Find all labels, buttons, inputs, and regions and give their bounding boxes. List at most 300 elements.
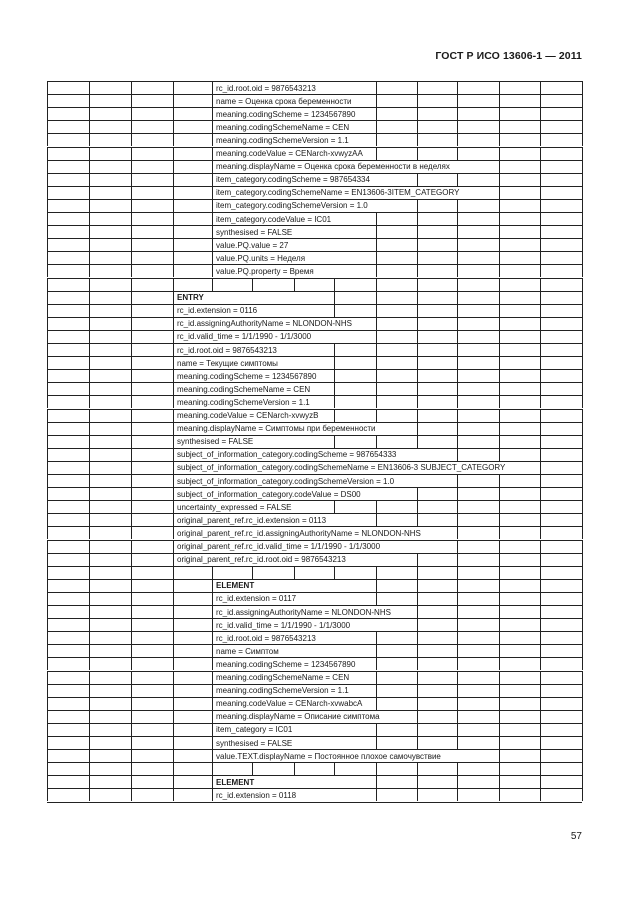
cell-border — [417, 487, 418, 500]
cell-border — [499, 199, 500, 212]
cell-border — [376, 369, 377, 382]
row-line — [47, 225, 582, 226]
cell-border — [173, 238, 174, 251]
cell-border — [540, 330, 541, 343]
cell-border — [89, 592, 90, 605]
cell-border — [47, 553, 48, 566]
cell-border — [499, 657, 500, 670]
cell-border — [47, 474, 48, 487]
cell-border — [47, 160, 48, 173]
attribute-cell: rc_id.valid_time = 1/1/1990 - 1/1/3000 — [216, 620, 351, 630]
cell-border — [417, 330, 418, 343]
cell-border — [457, 579, 458, 592]
cell-border — [582, 81, 583, 94]
document-header: ГОСТ Р ИСО 13606-1 — 2011 — [435, 50, 582, 62]
cell-border — [173, 264, 174, 277]
cell-border — [582, 513, 583, 526]
cell-border — [173, 474, 174, 487]
cell-border — [376, 631, 377, 644]
section-label: ENTRY — [177, 293, 204, 303]
attribute-cell: item_category.codingScheme = 987654334 — [216, 175, 370, 185]
cell-border — [582, 474, 583, 487]
cell-border — [417, 212, 418, 225]
cell-border — [89, 422, 90, 435]
cell-border — [47, 94, 48, 107]
cell-border — [376, 671, 377, 684]
cell-border — [457, 147, 458, 160]
cell-border — [47, 710, 48, 723]
cell-border — [252, 278, 253, 291]
cell-border — [540, 251, 541, 264]
cell-border — [47, 644, 48, 657]
cell-border — [540, 199, 541, 212]
cell-border — [417, 133, 418, 146]
row-line — [47, 644, 582, 645]
attribute-cell: subject_of_information_category.codeValue = DS00 — [177, 489, 361, 499]
cell-border — [89, 147, 90, 160]
attribute-cell: meaning.codingSchemeName = CEN — [216, 673, 350, 682]
cell-border — [417, 723, 418, 736]
cell-border — [131, 173, 132, 186]
cell-border — [457, 671, 458, 684]
cell-border — [540, 723, 541, 736]
cell-border — [47, 251, 48, 264]
cell-border — [376, 500, 377, 513]
cell-border — [540, 382, 541, 395]
cell-border — [212, 671, 213, 684]
cell-border — [131, 356, 132, 369]
cell-border — [582, 435, 583, 448]
cell-border — [582, 618, 583, 631]
attribute-cell: meaning.codingScheme = 1234567890 — [216, 659, 356, 669]
cell-border — [540, 631, 541, 644]
cell-border — [131, 94, 132, 107]
cell-border — [131, 448, 132, 461]
cell-border — [499, 697, 500, 710]
attribute-cell: meaning.codingSchemeVersion = 1.1 — [177, 397, 310, 407]
cell-border — [417, 618, 418, 631]
cell-border — [499, 526, 500, 539]
cell-border — [212, 657, 213, 670]
cell-border — [457, 618, 458, 631]
cell-border — [47, 225, 48, 238]
cell-border — [499, 513, 500, 526]
cell-border — [131, 657, 132, 670]
row-line — [47, 343, 582, 344]
cell-border — [173, 618, 174, 631]
cell-border — [131, 553, 132, 566]
cell-border — [417, 251, 418, 264]
cell-border — [173, 212, 174, 225]
cell-border — [131, 317, 132, 330]
cell-border — [131, 762, 132, 775]
cell-border — [499, 435, 500, 448]
cell-border — [417, 710, 418, 723]
cell-border — [582, 264, 583, 277]
cell-border — [457, 212, 458, 225]
cell-border — [417, 684, 418, 697]
cell-border — [212, 775, 213, 788]
cell-border — [131, 671, 132, 684]
cell-border — [47, 448, 48, 461]
cell-border — [376, 762, 377, 775]
row-line — [47, 435, 582, 436]
cell-border — [173, 710, 174, 723]
cell-border — [582, 186, 583, 199]
cell-border — [457, 474, 458, 487]
cell-border — [334, 356, 335, 369]
cell-border — [89, 251, 90, 264]
cell-border — [131, 120, 132, 133]
cell-border — [376, 238, 377, 251]
cell-border — [376, 736, 377, 749]
cell-border — [582, 710, 583, 723]
cell-border — [173, 526, 174, 539]
cell-border — [457, 356, 458, 369]
cell-border — [499, 173, 500, 186]
cell-border — [131, 775, 132, 788]
attribute-cell: original_parent_ref.rc_id.valid_time = 1/1/1990 - 1/1/3000 — [177, 542, 381, 551]
cell-border — [89, 199, 90, 212]
cell-border — [89, 395, 90, 408]
cell-border — [47, 697, 48, 710]
cell-border — [47, 356, 48, 369]
cell-border — [173, 605, 174, 618]
cell-border — [540, 775, 541, 788]
cell-border — [89, 553, 90, 566]
cell-border — [417, 94, 418, 107]
cell-border — [376, 107, 377, 120]
cell-border — [89, 710, 90, 723]
cell-border — [131, 540, 132, 553]
cell-border — [582, 487, 583, 500]
cell-border — [457, 540, 458, 553]
cell-border — [47, 199, 48, 212]
cell-border — [89, 762, 90, 775]
cell-border — [47, 579, 48, 592]
cell-border — [47, 762, 48, 775]
cell-border — [540, 657, 541, 670]
table-bottom-line — [47, 802, 582, 803]
cell-border — [417, 356, 418, 369]
cell-border — [417, 775, 418, 788]
attribute-cell: meaning.codeValue = CENarch-xvwabcA — [216, 699, 363, 709]
cell-border — [173, 566, 174, 579]
row-line — [47, 238, 582, 239]
cell-border — [499, 238, 500, 251]
row-line — [47, 762, 582, 763]
cell-border — [89, 343, 90, 356]
cell-border — [457, 723, 458, 736]
cell-border — [131, 382, 132, 395]
cell-border — [131, 435, 132, 448]
cell-border — [417, 762, 418, 775]
cell-border — [212, 147, 213, 160]
cell-border — [334, 409, 335, 422]
cell-border — [417, 697, 418, 710]
cell-border — [173, 382, 174, 395]
cell-border — [47, 422, 48, 435]
cell-border — [540, 94, 541, 107]
cell-border — [47, 212, 48, 225]
row-line — [47, 382, 582, 383]
cell-border — [457, 107, 458, 120]
cell-border — [417, 605, 418, 618]
cell-border — [173, 173, 174, 186]
cell-border — [131, 487, 132, 500]
cell-border — [131, 697, 132, 710]
cell-border — [417, 553, 418, 566]
attribute-cell: subject_of_information_category.codingSchemeVersion = 1.0 — [177, 476, 395, 486]
cell-border — [457, 395, 458, 408]
cell-border — [457, 133, 458, 146]
cell-border — [540, 671, 541, 684]
cell-border — [499, 723, 500, 736]
cell-border — [89, 81, 90, 94]
cell-border — [457, 173, 458, 186]
attribute-cell: rc_id.root.oid = 9876543213 — [216, 83, 316, 93]
cell-border — [173, 395, 174, 408]
cell-border — [582, 107, 583, 120]
cell-border — [89, 120, 90, 133]
cell-border — [499, 356, 500, 369]
cell-border — [417, 369, 418, 382]
attribute-cell: item_category.codingSchemeVersion = 1.0 — [216, 201, 368, 211]
cell-border — [131, 736, 132, 749]
cell-border — [540, 487, 541, 500]
cell-border — [457, 448, 458, 461]
attribute-cell: value.PQ.units = Неделя — [216, 253, 306, 263]
cell-border — [173, 775, 174, 788]
cell-border — [131, 618, 132, 631]
cell-border — [173, 251, 174, 264]
cell-border — [457, 644, 458, 657]
cell-border — [540, 684, 541, 697]
cell-border — [173, 657, 174, 670]
cell-border — [457, 94, 458, 107]
cell-border — [173, 684, 174, 697]
cell-border — [173, 553, 174, 566]
cell-border — [89, 356, 90, 369]
cell-border — [457, 487, 458, 500]
cell-border — [417, 422, 418, 435]
cell-border — [131, 579, 132, 592]
cell-border — [376, 657, 377, 670]
cell-border — [499, 710, 500, 723]
row-line — [47, 251, 582, 252]
cell-border — [457, 710, 458, 723]
cell-border — [499, 291, 500, 304]
cell-border — [457, 788, 458, 801]
cell-border — [131, 474, 132, 487]
cell-border — [173, 762, 174, 775]
cell-border — [417, 304, 418, 317]
cell-border — [334, 343, 335, 356]
cell-border — [457, 317, 458, 330]
cell-border — [376, 147, 377, 160]
cell-border — [173, 435, 174, 448]
cell-border — [499, 500, 500, 513]
cell-border — [47, 409, 48, 422]
cell-border — [89, 749, 90, 762]
cell-border — [499, 422, 500, 435]
cell-border — [47, 238, 48, 251]
cell-border — [582, 736, 583, 749]
cell-border — [334, 566, 335, 579]
cell-border — [47, 133, 48, 146]
cell-border — [540, 605, 541, 618]
cell-border — [212, 186, 213, 199]
attribute-cell: name = Симптом — [216, 646, 279, 656]
row-line — [47, 736, 582, 737]
cell-border — [131, 212, 132, 225]
attribute-cell: rc_id.root.oid = 9876543213 — [216, 633, 316, 643]
cell-border — [89, 697, 90, 710]
cell-border — [417, 395, 418, 408]
cell-border — [499, 448, 500, 461]
cell-border — [540, 762, 541, 775]
cell-border — [457, 278, 458, 291]
attribute-cell: synthesised = FALSE — [216, 227, 293, 237]
cell-border — [457, 631, 458, 644]
cell-border — [457, 330, 458, 343]
cell-border — [173, 448, 174, 461]
cell-border — [212, 264, 213, 277]
cell-border — [89, 330, 90, 343]
cell-border — [457, 697, 458, 710]
cell-border — [47, 435, 48, 448]
cell-border — [173, 487, 174, 500]
cell-border — [173, 278, 174, 291]
cell-border — [89, 618, 90, 631]
cell-border — [131, 788, 132, 801]
cell-border — [47, 278, 48, 291]
cell-border — [173, 409, 174, 422]
attribute-cell: original_parent_ref.rc_id.extension = 0113 — [177, 515, 327, 525]
cell-border — [540, 264, 541, 277]
cell-border — [582, 644, 583, 657]
cell-border — [173, 723, 174, 736]
attribute-cell: rc_id.assigningAuthorityName = NLONDON-NHS — [177, 319, 352, 329]
cell-border — [540, 225, 541, 238]
cell-border — [89, 788, 90, 801]
cell-border — [376, 330, 377, 343]
cell-border — [89, 448, 90, 461]
attribute-cell: uncertainty_expressed = FALSE — [177, 502, 292, 512]
cell-border — [457, 343, 458, 356]
cell-border — [376, 264, 377, 277]
cell-border — [334, 382, 335, 395]
cell-border — [376, 592, 377, 605]
cell-border — [582, 500, 583, 513]
cell-border — [540, 409, 541, 422]
cell-border — [173, 199, 174, 212]
cell-border — [457, 225, 458, 238]
cell-border — [417, 736, 418, 749]
cell-border — [540, 81, 541, 94]
cell-border — [417, 343, 418, 356]
cell-border — [376, 225, 377, 238]
cell-border — [89, 435, 90, 448]
cell-border — [131, 199, 132, 212]
cell-border — [499, 566, 500, 579]
cell-border — [47, 540, 48, 553]
cell-border — [417, 382, 418, 395]
row-line — [47, 264, 582, 265]
cell-border — [47, 304, 48, 317]
cell-border — [131, 631, 132, 644]
cell-border — [89, 94, 90, 107]
cell-border — [47, 500, 48, 513]
cell-border — [457, 500, 458, 513]
cell-border — [457, 553, 458, 566]
cell-border — [582, 422, 583, 435]
cell-border — [89, 304, 90, 317]
cell-border — [582, 526, 583, 539]
cell-border — [334, 500, 335, 513]
cell-border — [457, 251, 458, 264]
cell-border — [540, 697, 541, 710]
cell-border — [131, 107, 132, 120]
row-line — [47, 356, 582, 357]
cell-border — [582, 579, 583, 592]
cell-border — [212, 199, 213, 212]
cell-border — [212, 566, 213, 579]
cell-border — [376, 409, 377, 422]
cell-border — [582, 199, 583, 212]
cell-border — [131, 395, 132, 408]
cell-border — [540, 788, 541, 801]
cell-border — [89, 513, 90, 526]
cell-border — [173, 107, 174, 120]
attribute-cell: value.PQ.value = 27 — [216, 240, 289, 250]
cell-border — [89, 212, 90, 225]
cell-border — [582, 684, 583, 697]
cell-border — [89, 133, 90, 146]
row-line — [47, 304, 582, 305]
cell-border — [417, 592, 418, 605]
cell-border — [540, 422, 541, 435]
attribute-cell: meaning.codingSchemeName = CEN — [216, 122, 350, 132]
cell-border — [89, 382, 90, 395]
cell-border — [457, 238, 458, 251]
cell-border — [47, 788, 48, 801]
cell-border — [499, 107, 500, 120]
cell-border — [499, 592, 500, 605]
attribute-cell: value.PQ.property = Время — [216, 266, 314, 276]
cell-border — [499, 94, 500, 107]
cell-border — [89, 225, 90, 238]
cell-border — [540, 173, 541, 186]
cell-border — [212, 212, 213, 225]
cell-border — [540, 710, 541, 723]
cell-border — [89, 160, 90, 173]
attribute-cell: subject_of_information_category.codingSchemeName = EN13606-3 SUBJECT_CATEGORY — [177, 463, 506, 473]
attribute-cell: rc_id.valid_time = 1/1/1990 - 1/1/3000 — [177, 332, 312, 342]
cell-border — [582, 553, 583, 566]
cell-border — [131, 133, 132, 146]
cell-border — [334, 304, 335, 317]
section-label: ELEMENT — [216, 581, 255, 591]
cell-border — [540, 395, 541, 408]
cell-border — [417, 579, 418, 592]
cell-border — [499, 278, 500, 291]
cell-border — [417, 317, 418, 330]
cell-border — [499, 684, 500, 697]
cell-border — [582, 278, 583, 291]
cell-border — [417, 409, 418, 422]
cell-border — [499, 382, 500, 395]
